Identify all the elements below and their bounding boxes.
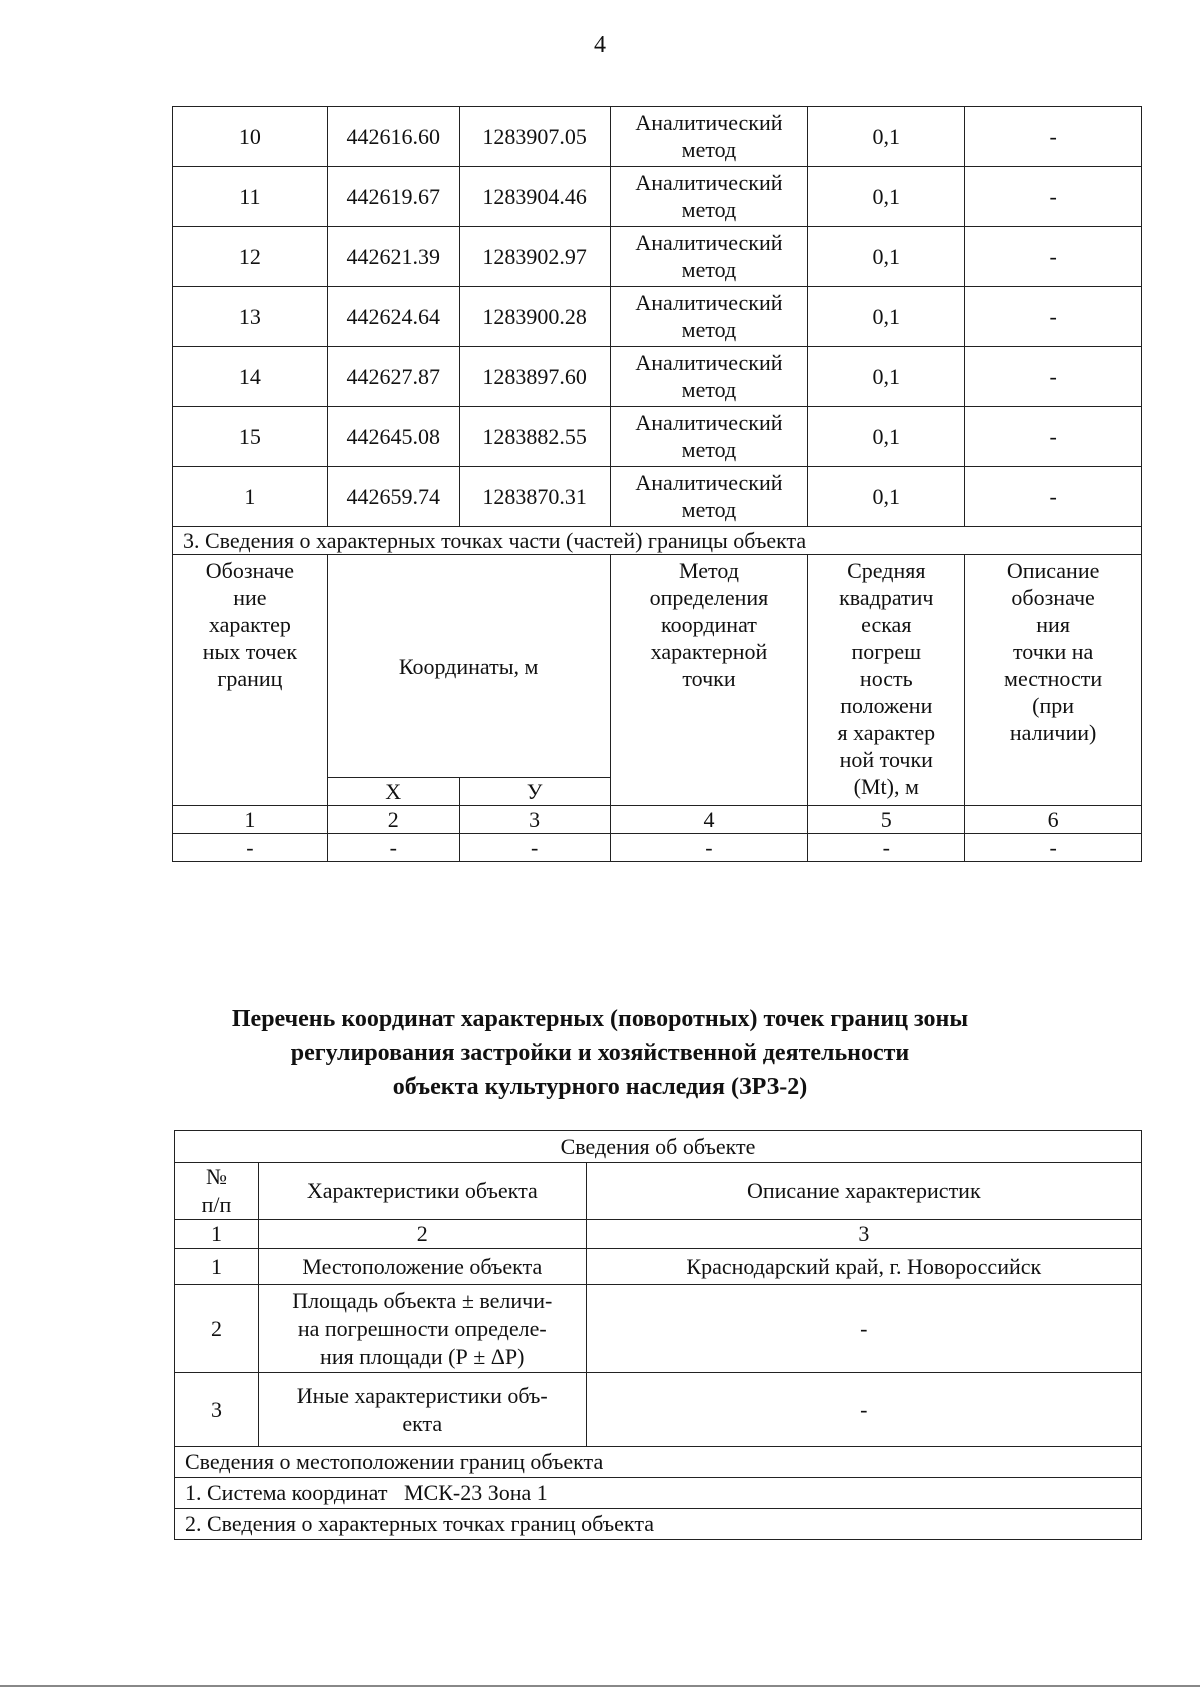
point-number: 12 — [173, 227, 328, 287]
point-method: Аналитический метод — [610, 347, 808, 407]
point-method: Аналитический метод — [610, 227, 808, 287]
table-row — [173, 407, 1142, 467]
header-row — [175, 1163, 1142, 1220]
point-description: - — [965, 287, 1142, 347]
heading-line: объекта культурного наследия (ЗРЗ-2) — [392, 1074, 808, 1100]
column-number: 6 — [965, 806, 1142, 834]
point-number: 10 — [173, 107, 328, 167]
column-number: 3 — [586, 1220, 1141, 1249]
table-row — [173, 287, 1142, 347]
table-row — [173, 467, 1142, 527]
empty-cell: - — [327, 834, 459, 862]
points-title: 2. Сведения о характерных точках границ объекта — [175, 1509, 1142, 1540]
point-number: 14 — [173, 347, 328, 407]
header-y: У — [459, 778, 610, 806]
heading-line: регулирования застройки и хозяйственной деятельности — [290, 1040, 910, 1066]
table-row — [175, 1285, 1142, 1373]
coordinate-system: 1. Система координат МСК-23 Зона 1 — [175, 1478, 1142, 1509]
page-bottom-rule — [0, 1685, 1200, 1687]
header-characteristics: Характеристики объекта — [258, 1163, 586, 1220]
point-x: 442619.67 — [327, 167, 459, 227]
point-y: 1283902.97 — [459, 227, 610, 287]
point-x: 442645.08 — [327, 407, 459, 467]
section-row — [175, 1478, 1142, 1509]
header-x: Х — [327, 778, 459, 806]
empty-cell: - — [808, 834, 965, 862]
point-description: - — [965, 407, 1142, 467]
page-number: 4 — [594, 32, 606, 58]
point-x: 442659.74 — [327, 467, 459, 527]
point-x: 442627.87 — [327, 347, 459, 407]
point-accuracy: 0,1 — [808, 287, 965, 347]
row-value: - — [586, 1285, 1141, 1373]
table-row — [173, 107, 1142, 167]
empty-cell: - — [459, 834, 610, 862]
title-row — [175, 1131, 1142, 1163]
empty-cell: - — [965, 834, 1142, 862]
header-coordinates: Координаты, м — [327, 555, 610, 778]
point-method: Аналитический метод — [610, 467, 808, 527]
point-y: 1283882.55 — [459, 407, 610, 467]
point-y: 1283907.05 — [459, 107, 610, 167]
location-title: Сведения о местоположении границ объекта — [175, 1447, 1142, 1478]
header-number: № п/п — [175, 1163, 259, 1220]
point-accuracy: 0,1 — [808, 407, 965, 467]
table-row — [175, 1373, 1142, 1447]
empty-cell: - — [173, 834, 328, 862]
table-row — [173, 227, 1142, 287]
point-x: 442621.39 — [327, 227, 459, 287]
row-characteristic: Иные характеристики объ- екта — [258, 1373, 586, 1447]
row-number: 1 — [175, 1249, 259, 1285]
point-accuracy: 0,1 — [808, 467, 965, 527]
section-title-row — [173, 527, 1142, 555]
section-3-title: 3. Сведения о характерных точках части (частей) границы объекта — [173, 527, 1142, 555]
table-row — [173, 167, 1142, 227]
table-row — [173, 347, 1142, 407]
row-characteristic: Площадь объекта ± величи- на погрешности определе- ния площади (Р ± ΔР) — [258, 1285, 586, 1373]
point-method: Аналитический метод — [610, 407, 808, 467]
table-row — [175, 1249, 1142, 1285]
header-description: Описание обозначе ния точки на местности (при наличии) — [965, 555, 1142, 806]
column-number: 5 — [808, 806, 965, 834]
boundary-points-table — [172, 106, 1142, 862]
point-accuracy: 0,1 — [808, 167, 965, 227]
header-point-designation: Обозначе ние характер ных точек границ — [173, 555, 328, 806]
table-row — [173, 834, 1142, 862]
header-row — [173, 555, 1142, 778]
row-number: 3 — [175, 1373, 259, 1447]
point-description: - — [965, 347, 1142, 407]
row-value: Краснодарский край, г. Новороссийск — [586, 1249, 1141, 1285]
column-number: 1 — [175, 1220, 259, 1249]
point-accuracy: 0,1 — [808, 107, 965, 167]
point-number: 15 — [173, 407, 328, 467]
point-y: 1283904.46 — [459, 167, 610, 227]
row-number: 2 — [175, 1285, 259, 1373]
column-number: 4 — [610, 806, 808, 834]
point-number: 11 — [173, 167, 328, 227]
point-y: 1283897.60 — [459, 347, 610, 407]
column-numbers-row — [175, 1220, 1142, 1249]
header-description: Описание характеристик — [586, 1163, 1141, 1220]
point-x: 442616.60 — [327, 107, 459, 167]
section-heading — [0, 1002, 1200, 1104]
column-number: 2 — [327, 806, 459, 834]
point-accuracy: 0,1 — [808, 227, 965, 287]
point-method: Аналитический метод — [610, 107, 808, 167]
point-x: 442624.64 — [327, 287, 459, 347]
point-description: - — [965, 227, 1142, 287]
column-number: 2 — [258, 1220, 586, 1249]
point-description: - — [965, 167, 1142, 227]
header-method: Метод определения координат характерной точки — [610, 555, 808, 806]
section-row — [175, 1509, 1142, 1540]
row-value: - — [586, 1373, 1141, 1447]
row-characteristic: Местоположение объекта — [258, 1249, 586, 1285]
column-number: 3 — [459, 806, 610, 834]
object-info-table — [174, 1130, 1142, 1540]
object-table-title: Сведения об объекте — [175, 1131, 1142, 1163]
point-y: 1283870.31 — [459, 467, 610, 527]
empty-cell: - — [610, 834, 808, 862]
column-number: 1 — [173, 806, 328, 834]
section-row — [175, 1447, 1142, 1478]
point-method: Аналитический метод — [610, 287, 808, 347]
point-description: - — [965, 107, 1142, 167]
heading-line: Перечень координат характерных (поворотных) точек границ зоны — [231, 1006, 969, 1032]
point-y: 1283900.28 — [459, 287, 610, 347]
point-method: Аналитический метод — [610, 167, 808, 227]
column-numbers-row — [173, 806, 1142, 834]
header-accuracy: Средняя квадратич еская погреш ность положени я характер ной точки (Mt), м — [808, 555, 965, 806]
point-number: 1 — [173, 467, 328, 527]
point-description: - — [965, 467, 1142, 527]
point-number: 13 — [173, 287, 328, 347]
point-accuracy: 0,1 — [808, 347, 965, 407]
